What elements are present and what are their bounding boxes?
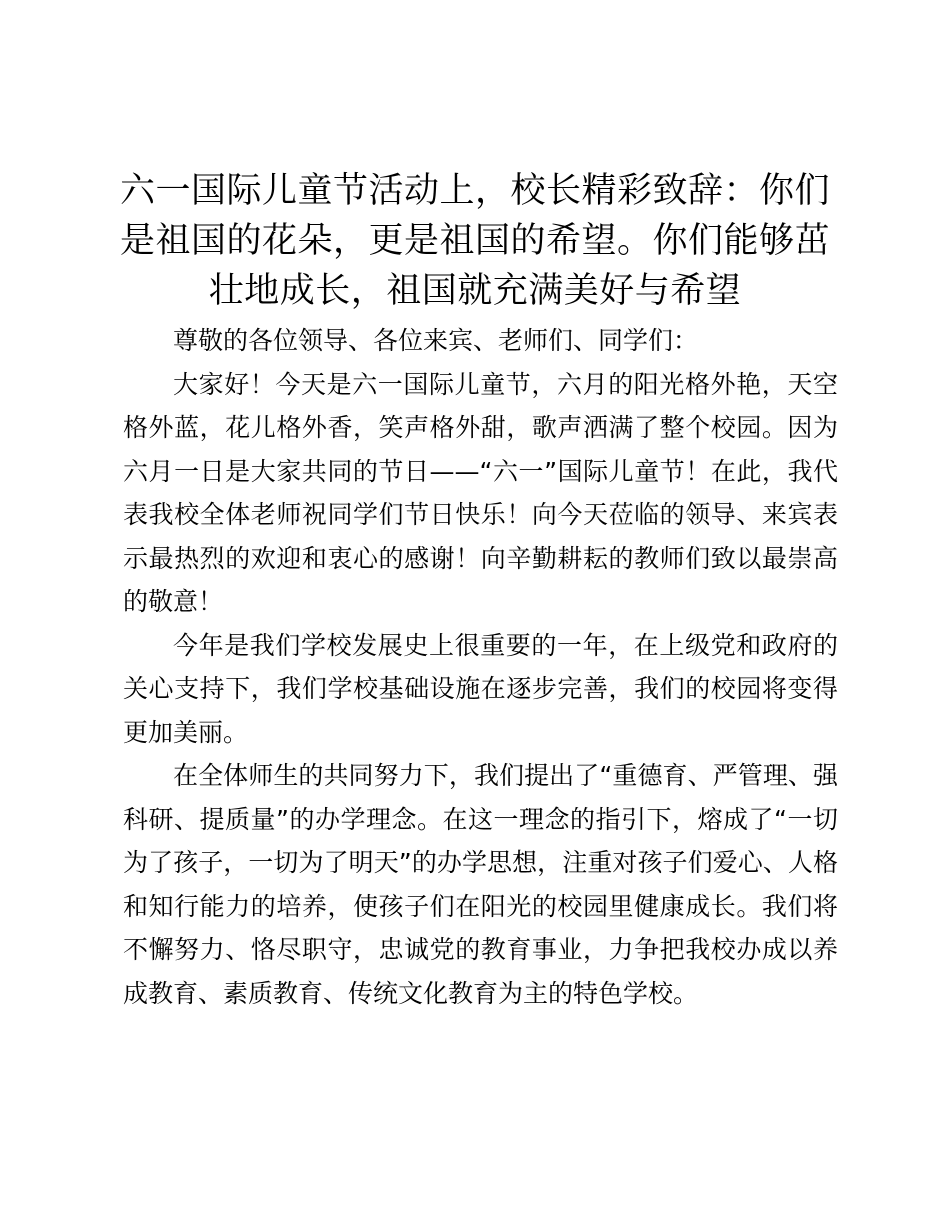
body-paragraph: 在全体师生的共同努力下，我们提出了“重德育、严管理、强科研、提质量”的办学理念。在这一理念的指引下，熔成了“一切为了孩子，一切为了明天”的办学思想，注重对孩子们爱心、人格和知行能力的培养，使孩子们在阳光的校园里健康成长。我们将不懈努力、恪尽职守，忠诚党的教育事业，力争把我校办成以养成教育、素质教育、传统文化教育为主的特色学校。 [123, 761, 838, 1008]
document-title: 六一国际儿童节活动上，校长精彩致辞：你们是祖国的花朵，更是祖国的希望。你们能够茁壮地成长，祖国就充满美好与希望 [120, 171, 831, 311]
body-paragraph: 今年是我们学校发展史上很重要的一年，在上级党和政府的关心支持下，我们学校基础设施在逐步完善，我们的校园将变得更加美丽。 [123, 630, 838, 747]
body-paragraph: 大家好！今天是六一国际儿童节，六月的阳光格外艳，天空格外蓝，花儿格外香，笑声格外甜，歌声洒满了整个校园。因为六月一日是大家共同的节日——“六一”国际儿童节！在此，我代表我校全体老师祝同学们节日快乐！向今天莅临的领导、来宾表示最热烈的欢迎和衷心的感谢！向辛勤耕耘的教师们致以最崇高的敬意！ [123, 369, 838, 616]
salutation-paragraph: 尊敬的各位领导、各位来宾、老师们、同学们： [173, 326, 699, 355]
document-body [123, 319, 838, 1015]
